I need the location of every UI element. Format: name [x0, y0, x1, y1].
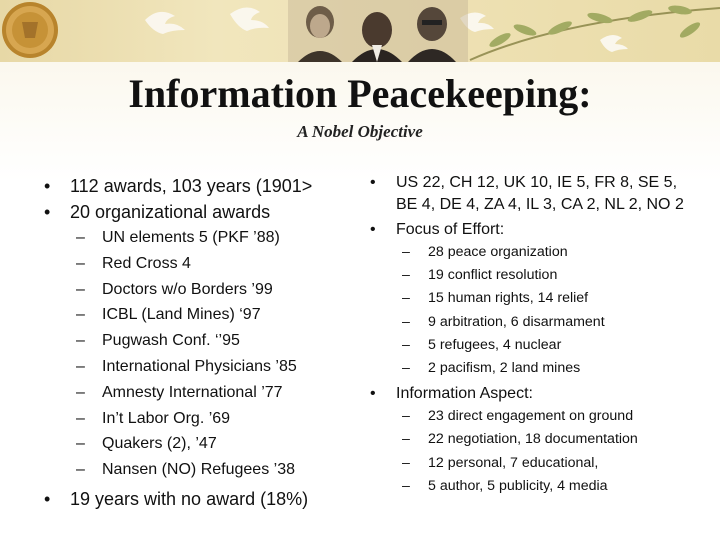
bullet-item: • US 22, CH 12, UK 10, IE 5, FR 8, SE 5, BE 4, DE 4, ZA 4, IL 3, CA 2, NL 2, NO 2 [370, 172, 700, 216]
nobel-medal-graphic [2, 2, 58, 58]
slide-subtitle: A Nobel Objective [297, 122, 423, 141]
sub-bullet-item: – Amnesty International ’77 [44, 380, 364, 406]
sub-bullet-item: – 9 arbitration, 6 disarmament [370, 311, 700, 334]
sub-bullet-item: – ICBL (Land Mines) ‘97 [44, 302, 364, 328]
sub-bullet-item: – Nansen (NO) Refugees ’38 [44, 457, 364, 483]
left-bullet-list [44, 173, 364, 512]
right-bullet-list [370, 172, 700, 498]
sub-bullet-item: – 5 author, 5 publicity, 4 media [370, 475, 700, 498]
bullet-item: • 19 years with no award (18%) [44, 486, 364, 512]
banner-illustration [0, 0, 720, 62]
sub-bullet-item: – 12 personal, 7 educational, [370, 452, 700, 475]
sub-bullet-item: – In’t Labor Org. ’69 [44, 406, 364, 432]
sub-bullet-item: – UN elements 5 (PKF ’88) [44, 225, 364, 251]
sub-bullet-item: – 23 direct engagement on ground [370, 405, 700, 428]
olive-branch-graphic [470, 4, 720, 60]
bullet-item: • Focus of Effort: [370, 219, 700, 241]
sub-bullet-item: – International Physicians ’85 [44, 354, 364, 380]
sub-bullet-item: – 28 peace organization [370, 241, 700, 264]
sub-bullet-item: – 5 refugees, 4 nuclear [370, 334, 700, 357]
sub-bullet-item: – 19 conflict resolution [370, 264, 700, 287]
slide-title: Information Peacekeeping: [128, 71, 592, 116]
left-column [44, 173, 364, 512]
laureate-portraits [288, 0, 468, 62]
sub-bullet-item: – Red Cross 4 [44, 251, 364, 277]
right-column [370, 172, 700, 498]
sub-bullet-item: – 2 pacifism, 2 land mines [370, 357, 700, 380]
bullet-item: • 112 awards, 103 years (1901> [44, 173, 364, 199]
sub-bullet-item: – Doctors w/o Borders ’99 [44, 277, 364, 303]
sub-bullet-item: – 22 negotiation, 18 documentation [370, 428, 700, 451]
bullet-item: • Information Aspect: [370, 383, 700, 405]
header-banner [0, 0, 720, 62]
sub-bullet-item: – Quakers (2), ’47 [44, 431, 364, 457]
sub-bullet-item: – Pugwash Conf. ‘’95 [44, 328, 364, 354]
sub-bullet-item: – 15 human rights, 14 relief [370, 287, 700, 310]
bullet-item: • 20 organizational awards [44, 199, 364, 225]
